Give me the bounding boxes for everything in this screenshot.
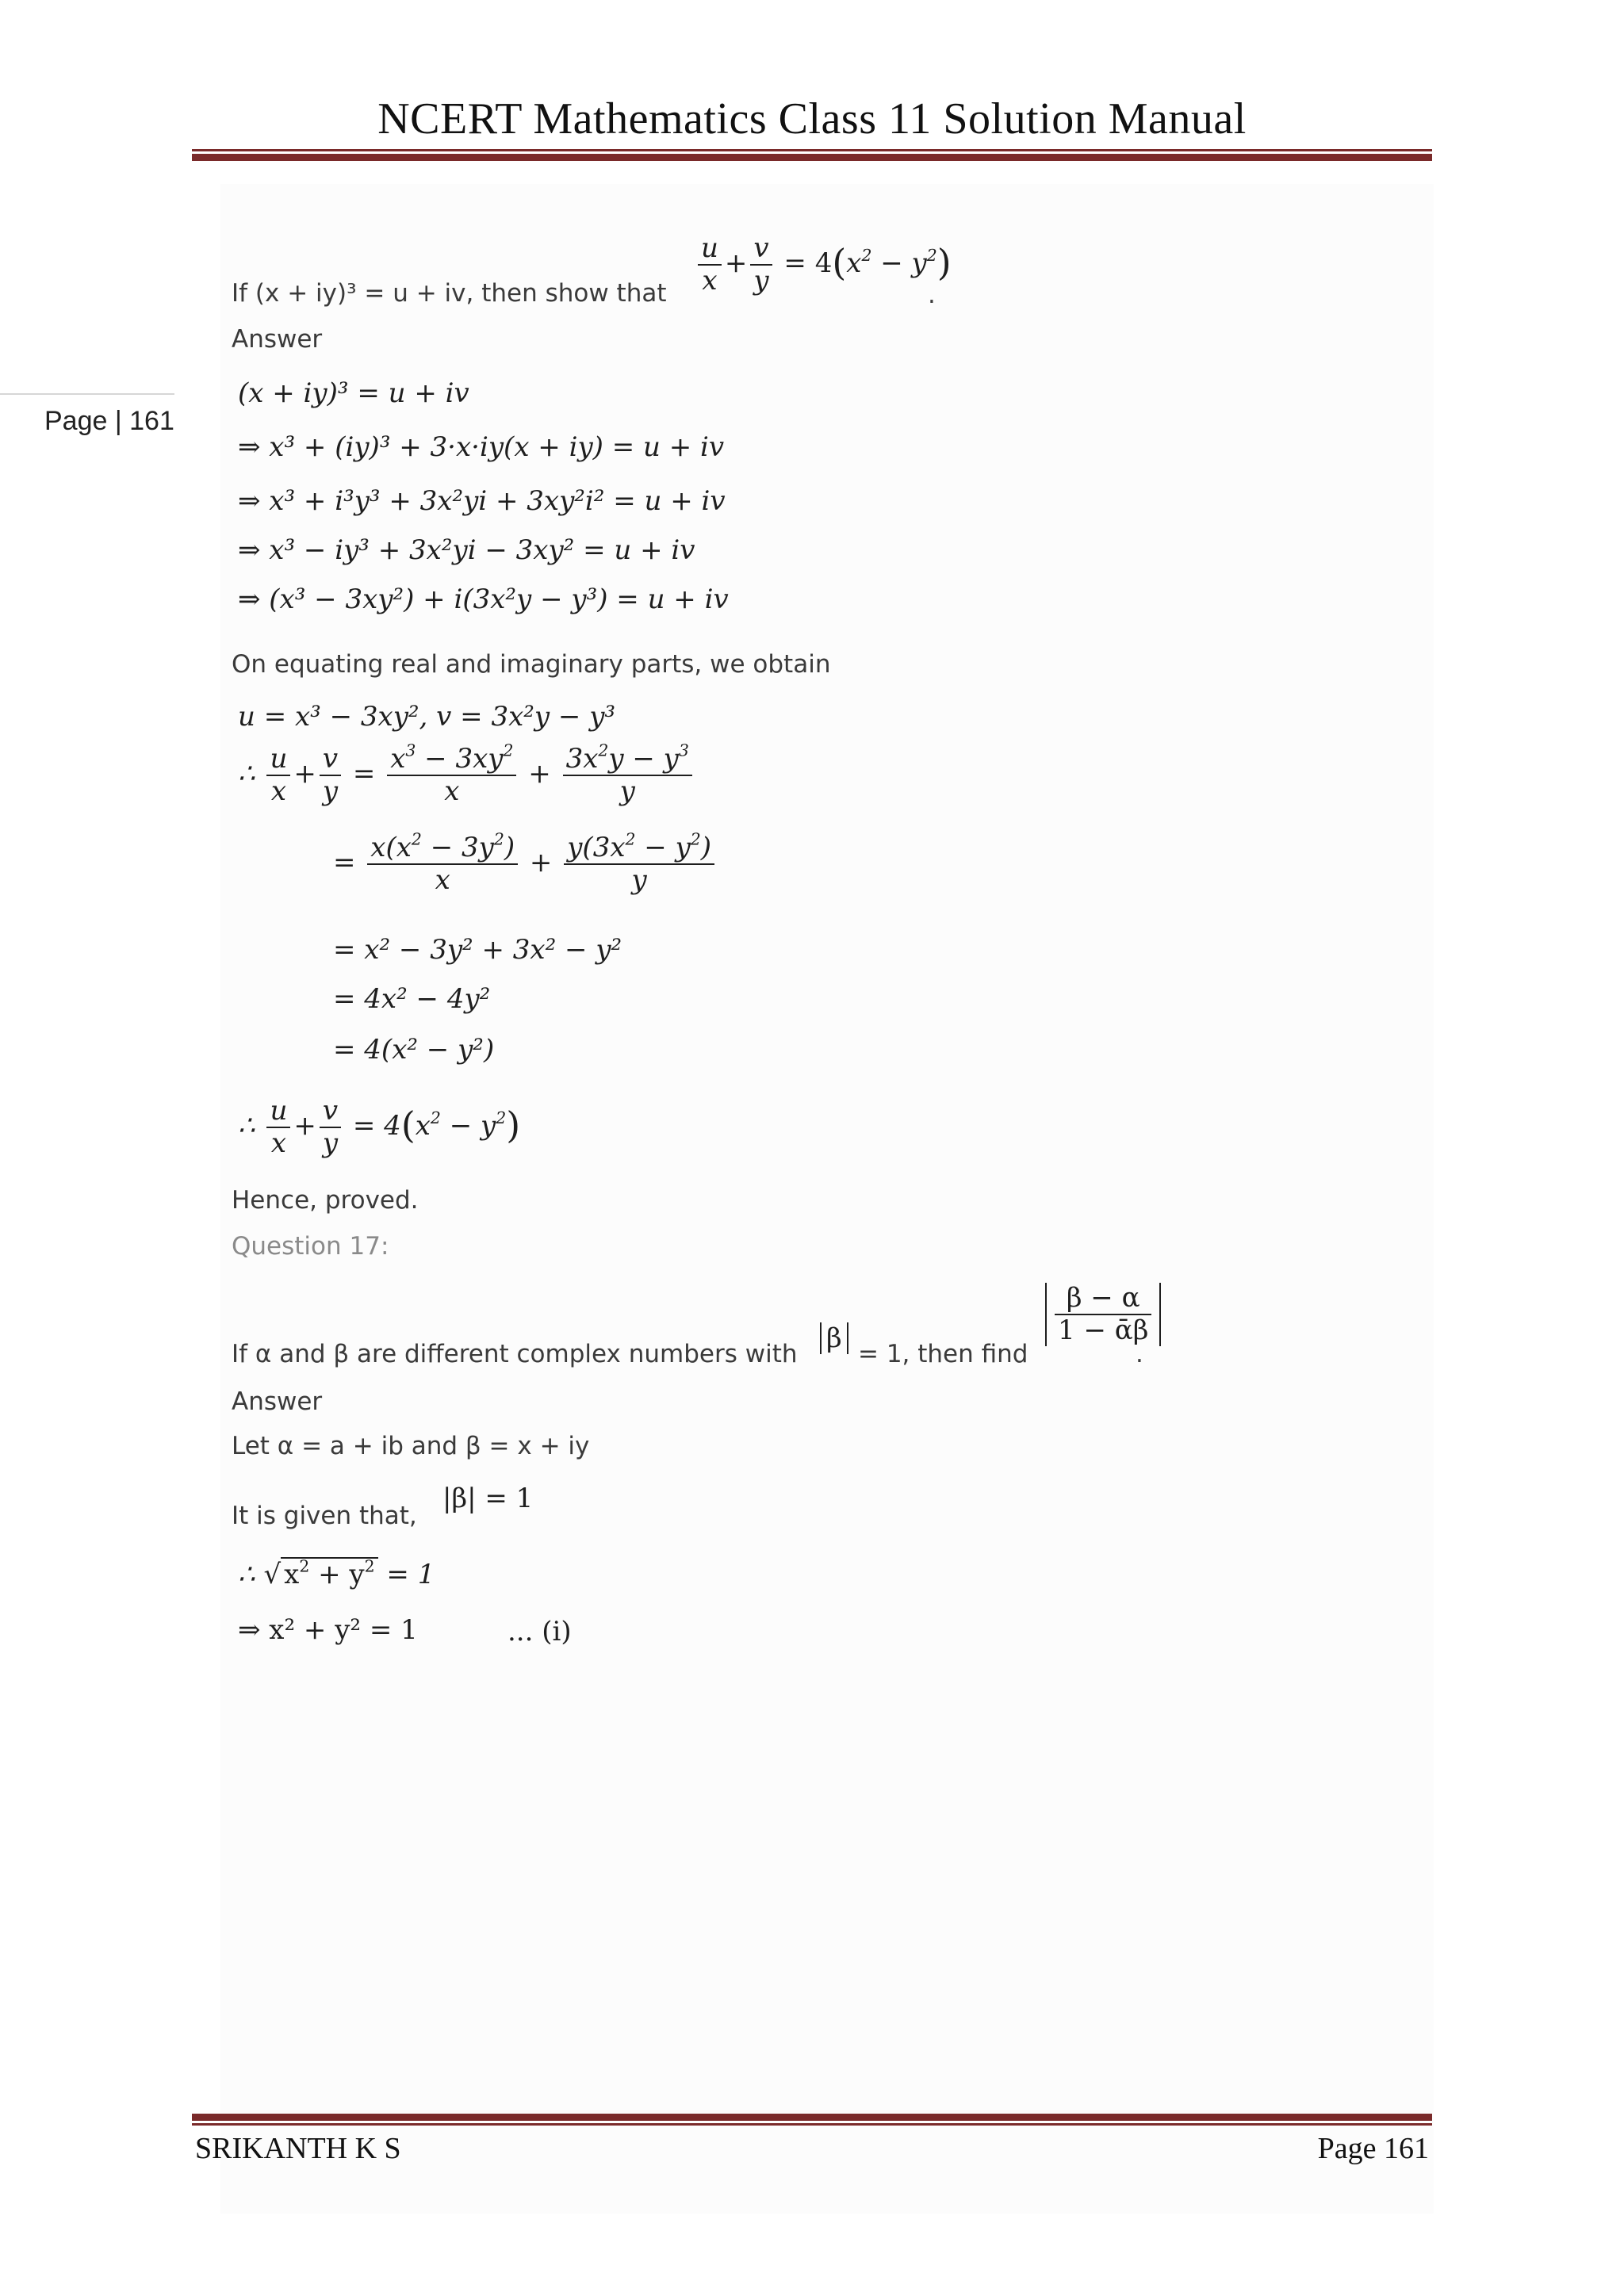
q16-sum-line-1: ∴ $\frac{u}{x}$ + $\frac{v}{y}$ = $\frac{x^3 - 3xy^2}{x}$ + $\frac{3x^2y - y^3}{y}$ [238,744,695,807]
q17-prompt-mid: = 1, then find [858,1340,1028,1368]
q17-step-sqrt-rhs: = 1 [386,1559,435,1590]
q17-abs-beta: β [820,1322,848,1354]
footer-rule-thin [192,2123,1432,2126]
header-rule-thin [192,149,1432,151]
q16-therefore-line: ∴ $\frac{u}{x}$ + $\frac{v}{y}$ = $4(x^2 - y^2)$ [238,1095,521,1160]
q16-sum-line-2: = $\frac{x(x^2 - 3y^2)}{x}$ + $\frac{y(3x^2 - y^2)}{y}$ [333,832,718,896]
q16-prompt: If (x + iy)³ = u + iv, then show that [232,279,667,308]
q17-prompt-period: . [1136,1340,1143,1368]
side-page-label: Page | 161 [44,406,174,436]
page-header-title: NCERT Mathematics Class 11 Solution Manual [377,94,1247,144]
q16-sum-line-4: = 4x² − 4y² [333,983,491,1015]
footer-page-number: Page 161 [1317,2132,1429,2165]
q16-sum-line-5: = 4(x² − y²) [333,1034,495,1066]
q17-target-expression: $\frac{\beta - \alpha}{\text{1 − ᾱβ}}$ [1045,1283,1161,1346]
q17-step-sqrt: ∴ √ $x^2 + y^2 = 1$ [238,1556,435,1590]
q17-step-final: ⇒ x² + y² = 1 [238,1614,418,1646]
q16-uv-values: u = x³ − 3xy², v = 3x²y − y³ [238,701,616,733]
q17-given-text: It is given that, [232,1502,417,1530]
q17-answer-label: Answer [232,1387,323,1416]
q16-sum-line-3: = x² − 3y² + 3x² − y² [333,934,622,966]
q16-target-equation: $\frac{u}{x}$ + $\frac{v}{y}$ = $4(x^2 - y^2)$ [695,233,952,297]
q16-equating-text: On equating real and imaginary parts, we obtain [232,650,831,679]
q16-step-1: (x + iy)³ = u + iv [238,377,469,409]
q17-prompt: If α and β are different complex numbers with [232,1340,798,1368]
q17-let-text: Let α = a + ib and β = x + iy [232,1432,590,1460]
q16-answer-label: Answer [232,325,323,354]
footer-rule-thick [192,2114,1432,2121]
q16-step-5: ⇒ (x³ − 3xy²) + i(3x²y − y³) = u + iv [238,584,729,615]
q17-step-final-tag: ... (i) [508,1616,572,1647]
footer-author: SRIKANTH K S [195,2132,401,2165]
q17-title: Question 17: [232,1232,389,1261]
q16-step-2: ⇒ x³ + (iy)³ + 3·x·iy(x + iy) = u + iv [238,431,725,463]
q16-prompt-period: . [928,281,936,309]
q16-step-3: ⇒ x³ + i³y³ + 3x²yi + 3xy²i² = u + iv [238,485,726,517]
q16-step-4: ⇒ x³ − iy³ + 3x²yi − 3xy² = u + iv [238,534,695,566]
q16-conclusion: Hence, proved. [232,1186,419,1215]
q17-given-math: |β| = 1 [442,1483,534,1514]
header-rule-thick [192,154,1432,161]
